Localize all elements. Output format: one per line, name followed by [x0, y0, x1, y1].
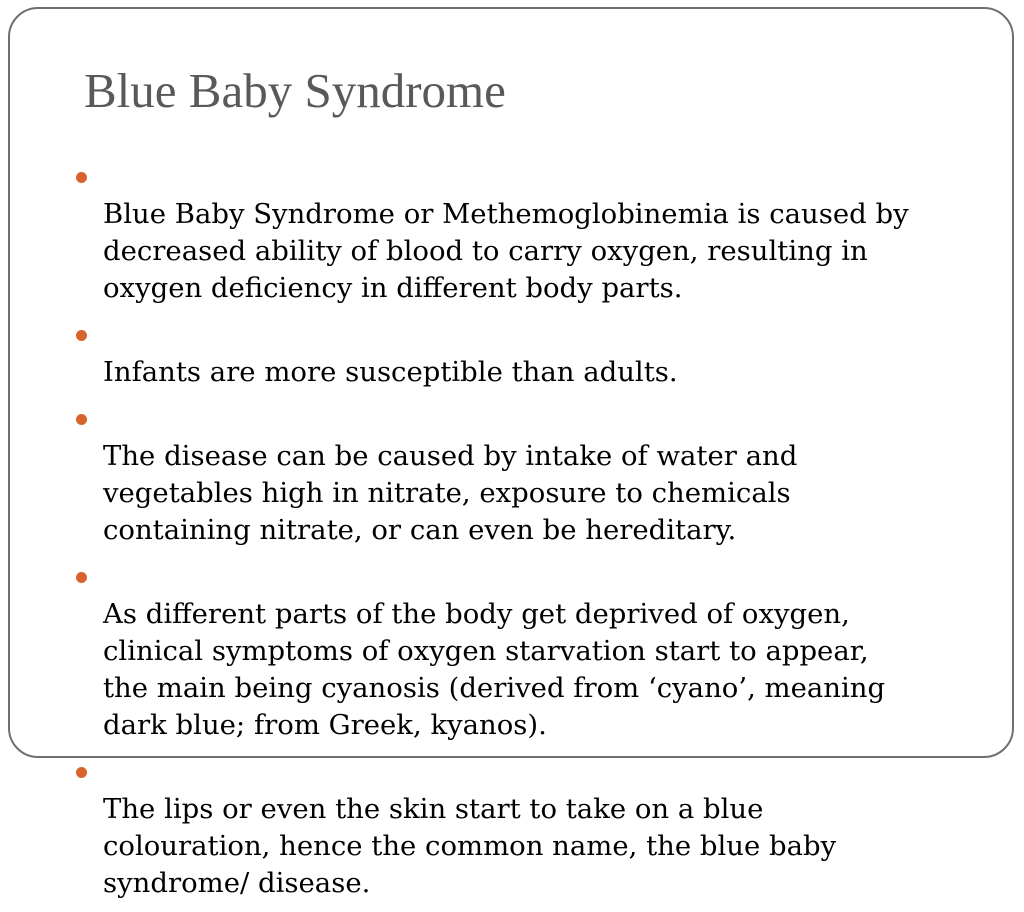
list-item	[76, 401, 996, 549]
bullet-dot-icon	[76, 767, 87, 778]
list-item	[76, 559, 996, 744]
bullet-dot-icon	[76, 172, 87, 183]
list-item	[76, 159, 996, 307]
bullet-text: The disease can be caused by intake of water and vegetables high in nitrate, exposure to chemicals containing nitrate, or can even be hereditary.	[103, 440, 798, 546]
bullet-dot-icon	[76, 330, 87, 341]
bullet-text: Infants are more susceptible than adults.	[103, 356, 678, 388]
bullet-text: Blue Baby Syndrome or Methemoglobinemia is caused by decreased ability of blood to carry oxygen, resulting in oxygen deficiency in different body parts.	[103, 198, 909, 304]
bullet-text: As different parts of the body get deprived of oxygen, clinical symptoms of oxygen starvation start to appear, the main being cyanosis (derived from ‘cyano’, meaning dark blue; from Greek, kyanos).	[103, 598, 886, 741]
bullet-dot-icon	[76, 414, 87, 425]
bullet-list	[76, 159, 996, 912]
bullet-text: The lips or even the skin start to take on a blue colouration, hence the common name, the blue baby syndrome/ disease.	[103, 793, 837, 899]
bullet-dot-icon	[76, 572, 87, 583]
list-item	[76, 754, 996, 902]
slide-frame	[8, 7, 1014, 899]
slide-title: Blue Baby Syndrome	[84, 63, 506, 118]
list-item	[76, 317, 996, 391]
